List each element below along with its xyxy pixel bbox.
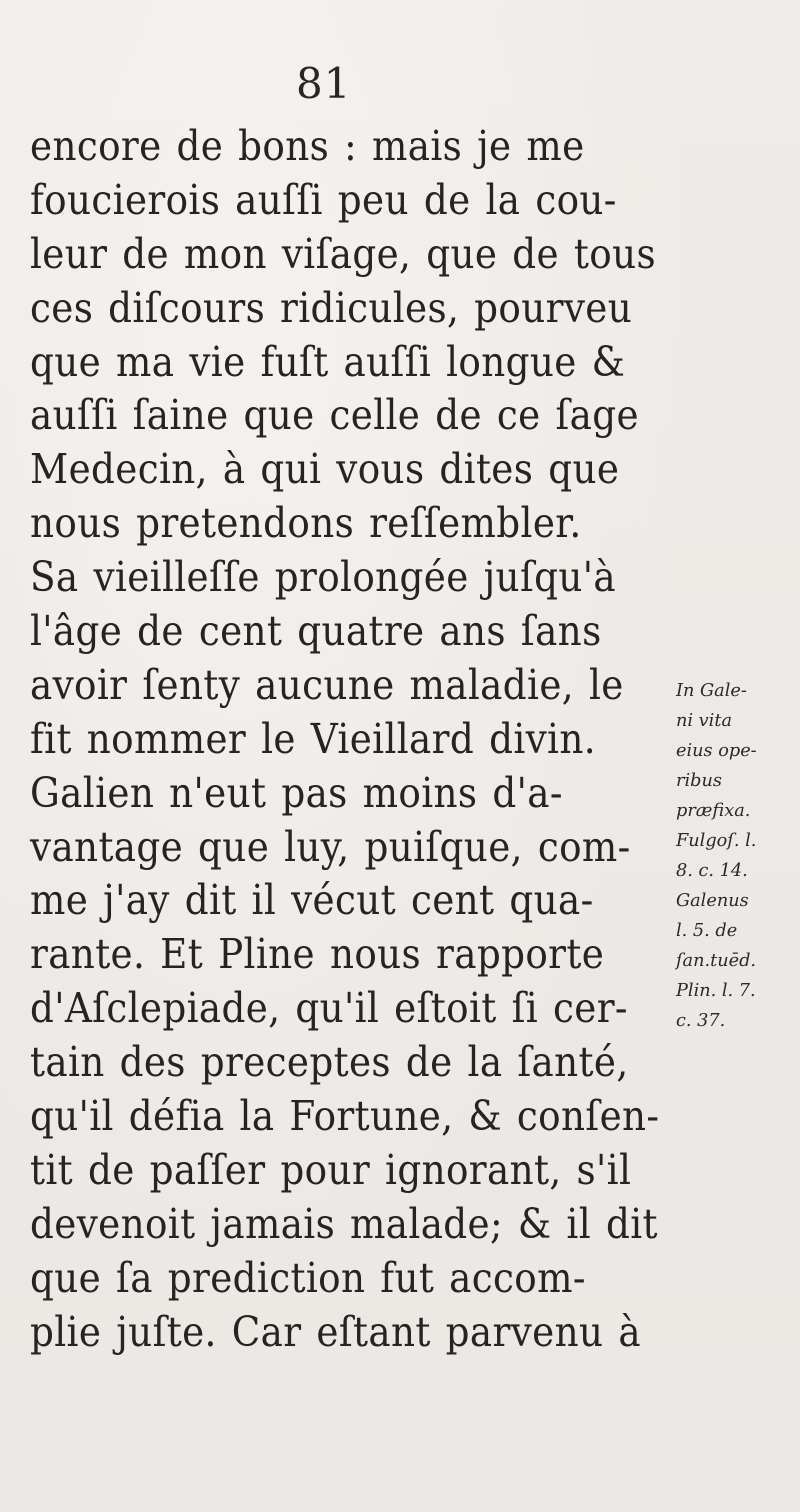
text-line: me j'ay dit il vécut cent qua-: [30, 876, 594, 925]
margin-note-line: c. 37.: [676, 1010, 726, 1031]
margin-note-line: ribus: [676, 770, 722, 791]
marginal-citation: [676, 676, 796, 1036]
text-line: auſſi ſaine que celle de ce ſage: [30, 391, 639, 440]
text-line: fit nommer le Vieillard divin.: [30, 714, 596, 763]
text-line: encore de bons : mais je me: [30, 122, 585, 170]
margin-note-line: In Gale-: [676, 680, 747, 701]
margin-note-line: l. 5. de: [676, 920, 738, 941]
text-line: que ſa prediction fut accom-: [30, 1253, 586, 1302]
text-line: Medecin, à qui vous dites que: [30, 445, 620, 494]
text-line: Sa vieilleſſe prolongée juſqu'à: [30, 553, 616, 602]
text-line: d'Aſclepiade, qu'il eſtoit ſi cer-: [30, 984, 628, 1033]
margin-note-line: Galenus: [676, 890, 749, 911]
margin-note-line: 8. c. 14.: [676, 860, 748, 881]
text-line: tit de paſſer pour ignorant, s'il: [30, 1145, 632, 1194]
text-line: nous pretendons reſſembler.: [30, 499, 582, 548]
page-number: 81: [296, 59, 352, 108]
margin-note-line: Plin. l. 7.: [676, 980, 756, 1001]
body-text: [30, 120, 722, 1359]
margin-note-line: ſan.tuēd.: [676, 950, 757, 971]
text-line: que ma vie fuſt auſſi longue &: [30, 337, 626, 386]
text-line: ces diſcours ridicules, pourveu: [30, 283, 633, 332]
text-line: vantage que luy, puiſque, com-: [30, 822, 631, 871]
text-line: rante. Et Pline nous rapporte: [30, 930, 605, 979]
text-line: tain des preceptes de la ſanté,: [30, 1038, 629, 1087]
text-line: l'âge de cent quatre ans ſans: [30, 607, 602, 656]
text-line: qu'il défia la Fortune, & conſen-: [30, 1092, 660, 1141]
text-line: devenoit jamais malade; & il dit: [30, 1199, 658, 1248]
margin-note-line: ni vita: [676, 710, 733, 731]
margin-note-line: eius ope-: [676, 740, 757, 761]
text-line: foucierois auſſi peu de la cou-: [30, 175, 617, 224]
text-line: avoir ſenty aucune maladie, le: [30, 660, 624, 709]
margin-note-line: Fulgoſ. l.: [676, 830, 757, 851]
text-line: Galien n'eut pas moins d'a-: [30, 768, 563, 817]
margin-note-line: præfixa.: [676, 800, 751, 821]
text-line: leur de mon viſage, que de tous: [30, 229, 657, 278]
text-line: plie juſte. Car eſtant parvenu à: [30, 1307, 641, 1356]
